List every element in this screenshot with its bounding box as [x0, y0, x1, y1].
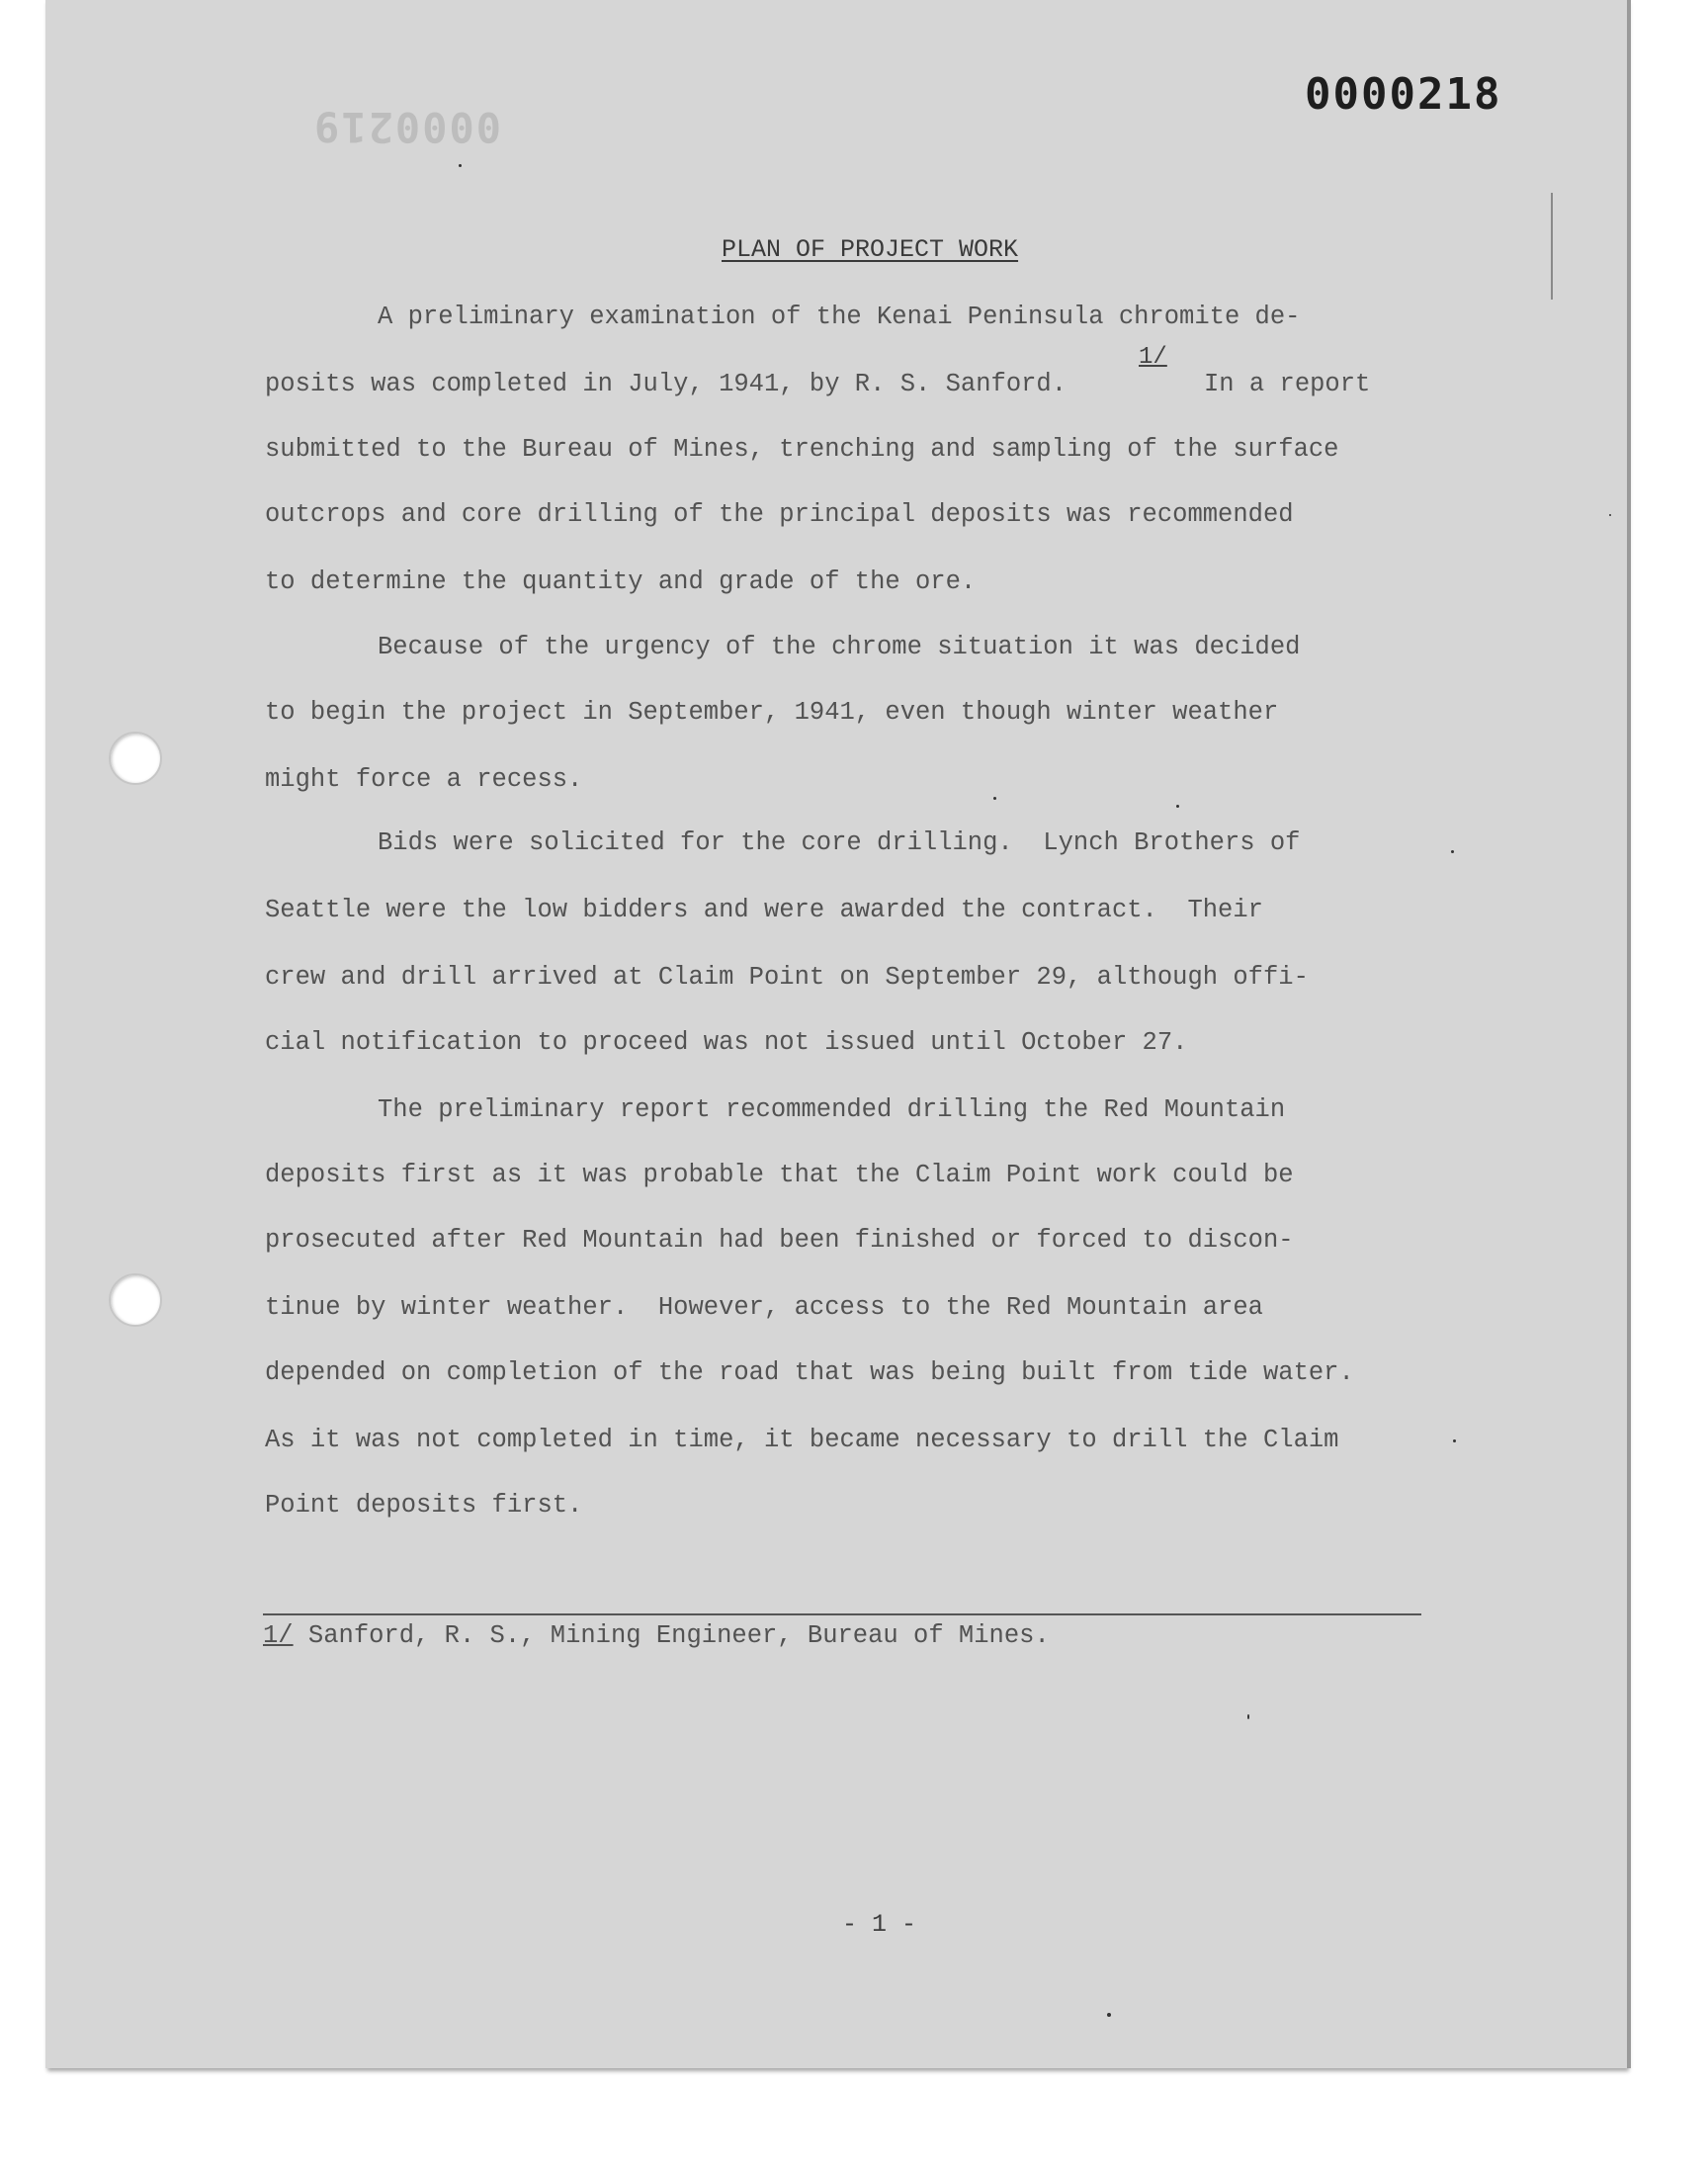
footnote-marker-superscript: 1/: [1139, 344, 1167, 371]
scan-speck: [993, 797, 996, 800]
paragraph-4-line-3: prosecuted after Red Mountain had been finished or forced to discon-: [265, 1226, 1294, 1255]
scan-speck: [1176, 805, 1179, 808]
scan-speck: [459, 164, 462, 167]
paragraph-3-line-1: Bids were solicited for the core drilling. Lynch Brothers of: [378, 828, 1301, 857]
paragraph-1-line-2: posits was completed in July, 1941, by R. S. Sanford.: [265, 370, 1068, 398]
paragraph-4-line-2: deposits first as it was probable that the Claim Point work could be: [265, 1161, 1294, 1189]
paragraph-1-line-3: submitted to the Bureau of Mines, trenching and sampling of the surface: [265, 435, 1339, 464]
footnote-text: Sanford, R. S., Mining Engineer, Bureau of Mines.: [307, 1621, 1050, 1650]
paragraph-2-line-2: to begin the project in September, 1941, even though winter weather: [265, 698, 1279, 727]
paragraph-4-line-7: Point deposits first.: [265, 1491, 583, 1520]
paragraph-2-line-1: Because of the urgency of the chrome situation it was decided: [378, 633, 1301, 661]
footnote-rule: [263, 1613, 1421, 1615]
paragraph-4-line-5: depended on completion of the road that was being built from tide water.: [265, 1358, 1354, 1387]
paragraph-3-line-3: crew and drill arrived at Claim Point on September 29, although offi-: [265, 963, 1309, 992]
bleed-through-stamp: 0000219: [312, 103, 502, 151]
paragraph-4-line-6: As it was not completed in time, it became necessary to drill the Claim: [265, 1426, 1339, 1454]
margin-mark: [1551, 193, 1553, 300]
paragraph-4-line-1: The preliminary report recommended drilling the Red Mountain: [378, 1095, 1286, 1124]
paragraph-1-line-5: to determine the quantity and grade of the ore.: [265, 567, 977, 596]
footnote-marker: 1/: [263, 1621, 294, 1650]
paragraph-1-line-1: A preliminary examination of the Kenai Peninsula chromite de-: [378, 303, 1301, 331]
punch-hole-bottom: [109, 1273, 162, 1327]
document-number-stamp: 0000218: [1305, 69, 1502, 120]
scan-speck: [1609, 514, 1611, 516]
scan-speck: [1451, 850, 1454, 853]
footnote: [263, 1623, 1050, 1649]
paragraph-3-line-4: cial notification to proceed was not issued until October 27.: [265, 1028, 1188, 1057]
paragraph-1-line-4: outcrops and core drilling of the principal deposits was recommended: [265, 500, 1294, 529]
paragraph-1-line-2-tail: In a report: [1204, 370, 1371, 398]
scan-speck: [1453, 1439, 1456, 1442]
page-edge-shadow: [1627, 0, 1631, 2068]
punch-hole-top: [109, 732, 162, 785]
scan-speck: [1107, 2013, 1111, 2017]
paragraph-2-line-3: might force a recess.: [265, 765, 583, 794]
page-number: - 1 -: [842, 1910, 917, 1939]
paragraph-4-line-4: tinue by winter weather. However, access to the Red Mountain area: [265, 1293, 1263, 1322]
paragraph-3-line-2: Seattle were the low bidders and were awarded the contract. Their: [265, 896, 1263, 924]
page-title: PLAN OF PROJECT WORK: [722, 235, 1019, 264]
scan-speck: [1247, 1714, 1249, 1719]
